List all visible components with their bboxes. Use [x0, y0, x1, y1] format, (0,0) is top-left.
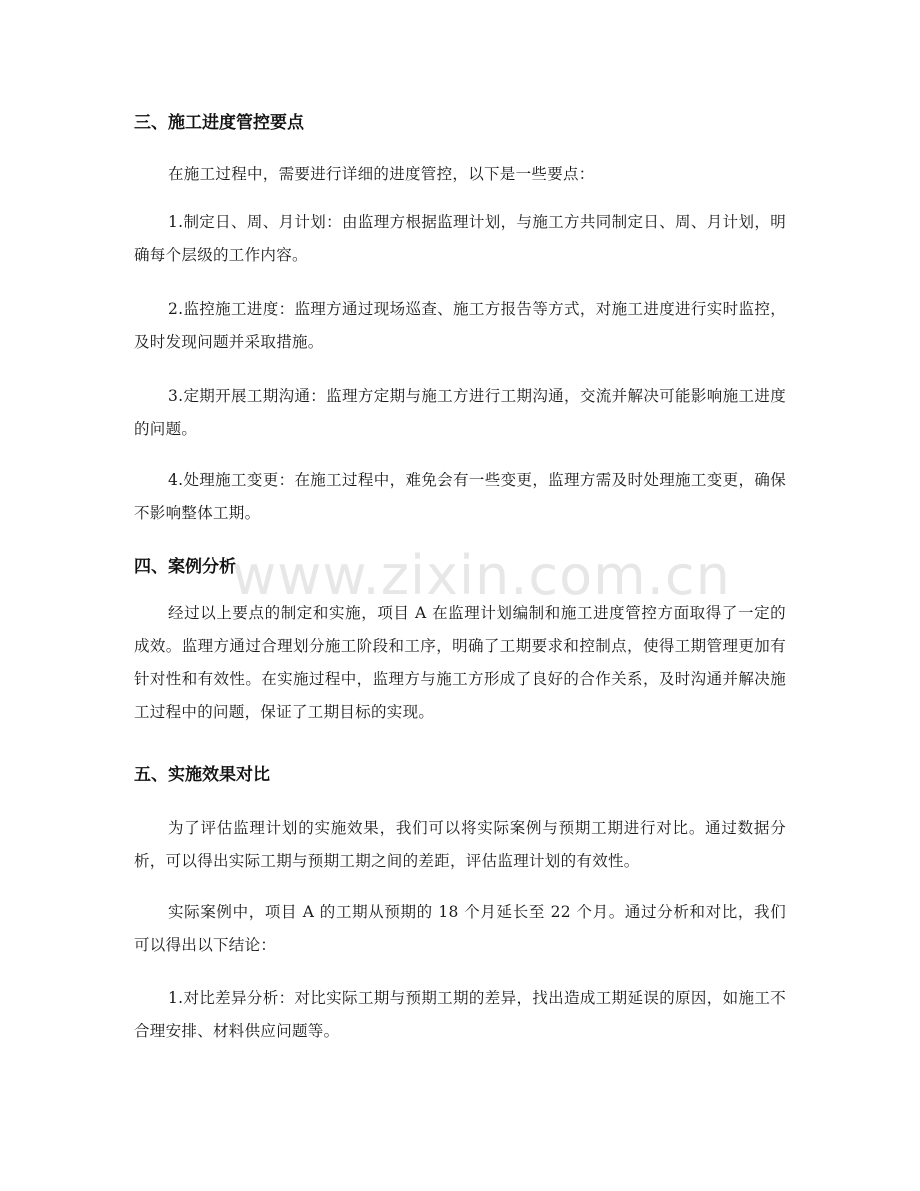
- paragraph: 1.制定日、周、月计划：由监理方根据监理计划，与施工方共同制定日、周、月计划，明确每个层级的工作内容。: [134, 213, 786, 264]
- paragraph: 2.监控施工进度：监理方通过现场巡查、施工方报告等方式，对施工进度进行实时监控，及时发现问题并采取措施。: [134, 300, 786, 351]
- paragraph: 4.处理施工变更：在施工过程中，难免会有一些变更，监理方需及时处理施工变更，确保不影响整体工期。: [134, 471, 786, 522]
- paragraph: 3.定期开展工期沟通：监理方定期与施工方进行工期沟通，交流并解决可能影响施工进度的问题。: [134, 387, 786, 438]
- watermark-text: www.zixin.com.cn: [232, 544, 731, 607]
- paragraph: 经过以上要点的制定和实施，项目 A 在监理计划编制和施工进度管控方面取得了一定的成效。监理方通过合理划分施工阶段和工序，明确了工期要求和控制点，使得工期管理更加有针对性和有效性。在实施过程中，监理方与施工方形成了良好的合作关系，及时沟通并解决施工过程中的问题，保证了工期目标的实现。: [134, 604, 786, 721]
- paragraph: 在施工过程中，需要进行详细的进度管控，以下是一些要点：: [168, 165, 595, 183]
- section-heading: 五、实施效果对比: [134, 765, 270, 785]
- section-heading: 三、施工进度管控要点: [134, 113, 304, 133]
- paragraph: 1.对比差异分析：对比实际工期与预期工期的差异，找出造成工期延误的原因，如施工不合理安排、材料供应问题等。: [134, 989, 786, 1040]
- section-heading: 四、案例分析: [134, 557, 236, 577]
- paragraph: 为了评估监理计划的实施效果，我们可以将实际案例与预期工期进行对比。通过数据分析，可以得出实际工期与预期工期之间的差距，评估监理计划的有效性。: [134, 819, 786, 870]
- paragraph: 实际案例中，项目 A 的工期从预期的 18 个月延长至 22 个月。通过分析和对比，我们可以得出以下结论：: [134, 903, 786, 954]
